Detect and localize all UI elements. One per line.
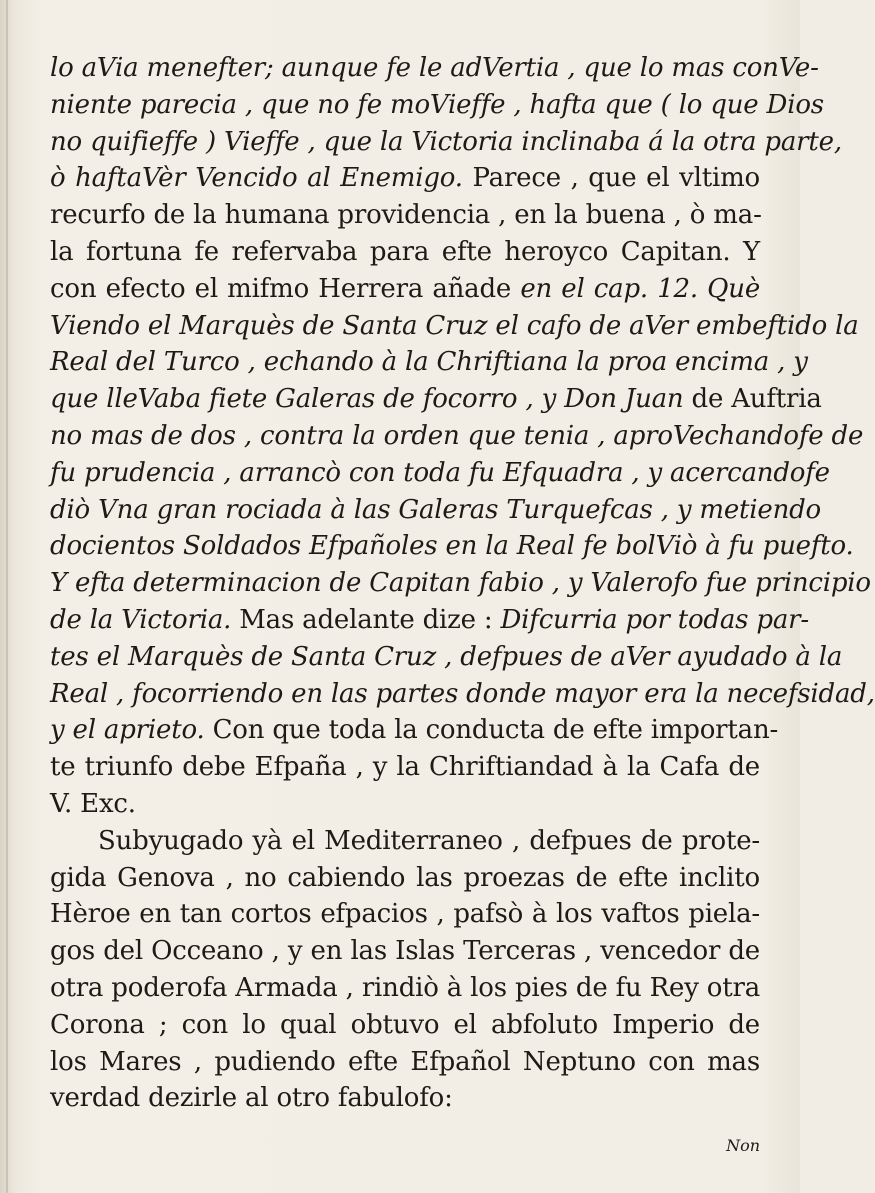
italic-segment: no quifieffe ) Vieffe , que la Victoria inclinaba á la otra parte,: [50, 126, 842, 157]
text-line: [50, 492, 822, 529]
text-line: [50, 786, 760, 823]
italic-segment: tes el Marquès de Santa Cruz , defpues de aVer ayudado à la: [50, 641, 843, 672]
text-line: [50, 712, 779, 749]
italic-segment: ò haftaVèr Vencido al Enemigo.: [50, 163, 463, 194]
text-line: [50, 160, 760, 197]
text-line: [50, 970, 760, 1007]
text-line: [50, 271, 760, 308]
text-line: [50, 565, 871, 602]
roman-segment: de Auftria: [683, 384, 822, 415]
roman-segment: verdad dezirle al otro fabulofo:: [50, 1083, 453, 1114]
text-line: [50, 197, 760, 234]
italic-segment: en el cap. 12. Què: [520, 273, 761, 304]
catchword: Non: [726, 1136, 760, 1155]
text-line: [50, 124, 842, 161]
roman-segment: Parece , que el vltimo: [462, 163, 760, 194]
roman-segment: Mas adelante dize :: [231, 604, 501, 635]
text-line: [50, 234, 760, 271]
text-line: [50, 381, 822, 418]
italic-segment: niente parecia , que no fe moVieffe , hafta que ( lo que Dios: [50, 89, 824, 120]
roman-segment: Hèroe en tan cortos efpacios , pafsò à los vaftos piela-: [50, 899, 760, 930]
text-line: [50, 896, 760, 933]
roman-segment: otra poderofa Armada , rindiò à los pies de fu Rey otra: [50, 972, 760, 1003]
text-line: [50, 87, 824, 124]
italic-segment: lo aVia menefter; aunque fe le adVertia , que lo mas conVe-: [50, 53, 819, 83]
text-line: [50, 676, 875, 713]
italic-segment: Viendo el Marquès de Santa Cruz el cafo de aVer embeftido la: [50, 310, 859, 341]
binding-gutter: [6, 0, 8, 1193]
italic-segment: Real , focorriendo en las partes donde mayor era la necefsidad,: [50, 678, 875, 709]
roman-segment: la fortuna fe refervaba para efte heroyco Capitan. Y: [50, 236, 760, 267]
text-line: [50, 933, 760, 970]
roman-segment: los Mares , pudiendo efte Efpañol Neptuno con mas: [50, 1046, 760, 1077]
roman-segment: con efecto el mifmo Herrera añade: [50, 273, 521, 304]
text-line: [50, 308, 859, 345]
text-line: [50, 860, 760, 897]
text-line: [50, 749, 760, 786]
text-line: [50, 602, 809, 639]
italic-segment: que lleVaba fiete Galeras de focorro , y Don Juan: [50, 384, 684, 415]
italic-segment: y el aprieto.: [50, 715, 205, 746]
italic-segment: diò Vna gran rociada à las Galeras Turquefcas , y metiendo: [50, 494, 822, 525]
italic-segment: docientos Soldados Efpañoles en la Real fe bolViò à fu puefto.: [50, 531, 854, 562]
text-line: [50, 823, 760, 860]
italic-segment: fu prudencia , arrancò con toda fu Efquadra , y acercandofe: [50, 457, 830, 488]
text-line: [50, 1044, 760, 1081]
text-line: [50, 344, 808, 381]
roman-segment: te triunfo debe Efpaña , y la Chriftiandad à la Cafa de: [50, 752, 760, 783]
italic-segment: Difcurria por todas par-: [500, 604, 809, 635]
text-line: [50, 1080, 760, 1117]
roman-segment: Corona ; con lo qual obtuvo el abfoluto Imperio de: [50, 1009, 760, 1040]
roman-segment: Con que toda la conducta de efte importan-: [204, 715, 779, 746]
text-line: [50, 528, 854, 565]
italic-segment: Y efta determinacion de Capitan fabio , y Valerofo fue principio: [50, 568, 871, 599]
roman-segment: recurfo de la humana providencia , en la buena , ò ma-: [50, 200, 762, 231]
text-line: [50, 50, 819, 87]
text-line: [50, 455, 830, 492]
italic-segment: Real del Turco , echando à la Chriftiana la proa encima , y: [50, 347, 808, 378]
text-line: [50, 1007, 760, 1044]
italic-segment: de la Victoria.: [50, 604, 232, 635]
roman-segment: Subyugado yà el Mediterraneo , defpues de prote-: [98, 825, 760, 856]
text-block: [50, 50, 875, 1117]
text-line: [50, 639, 843, 676]
roman-segment: gos del Occeano , y en las Islas Terceras , vencedor de: [50, 936, 760, 967]
italic-segment: no mas de dos , contra la orden que tenia , aproVechandofe de: [50, 420, 864, 451]
roman-segment: V. Exc.: [50, 788, 136, 819]
text-line: [50, 418, 864, 455]
roman-segment: gida Genova , no cabiendo las proezas de efte inclito: [50, 862, 760, 893]
